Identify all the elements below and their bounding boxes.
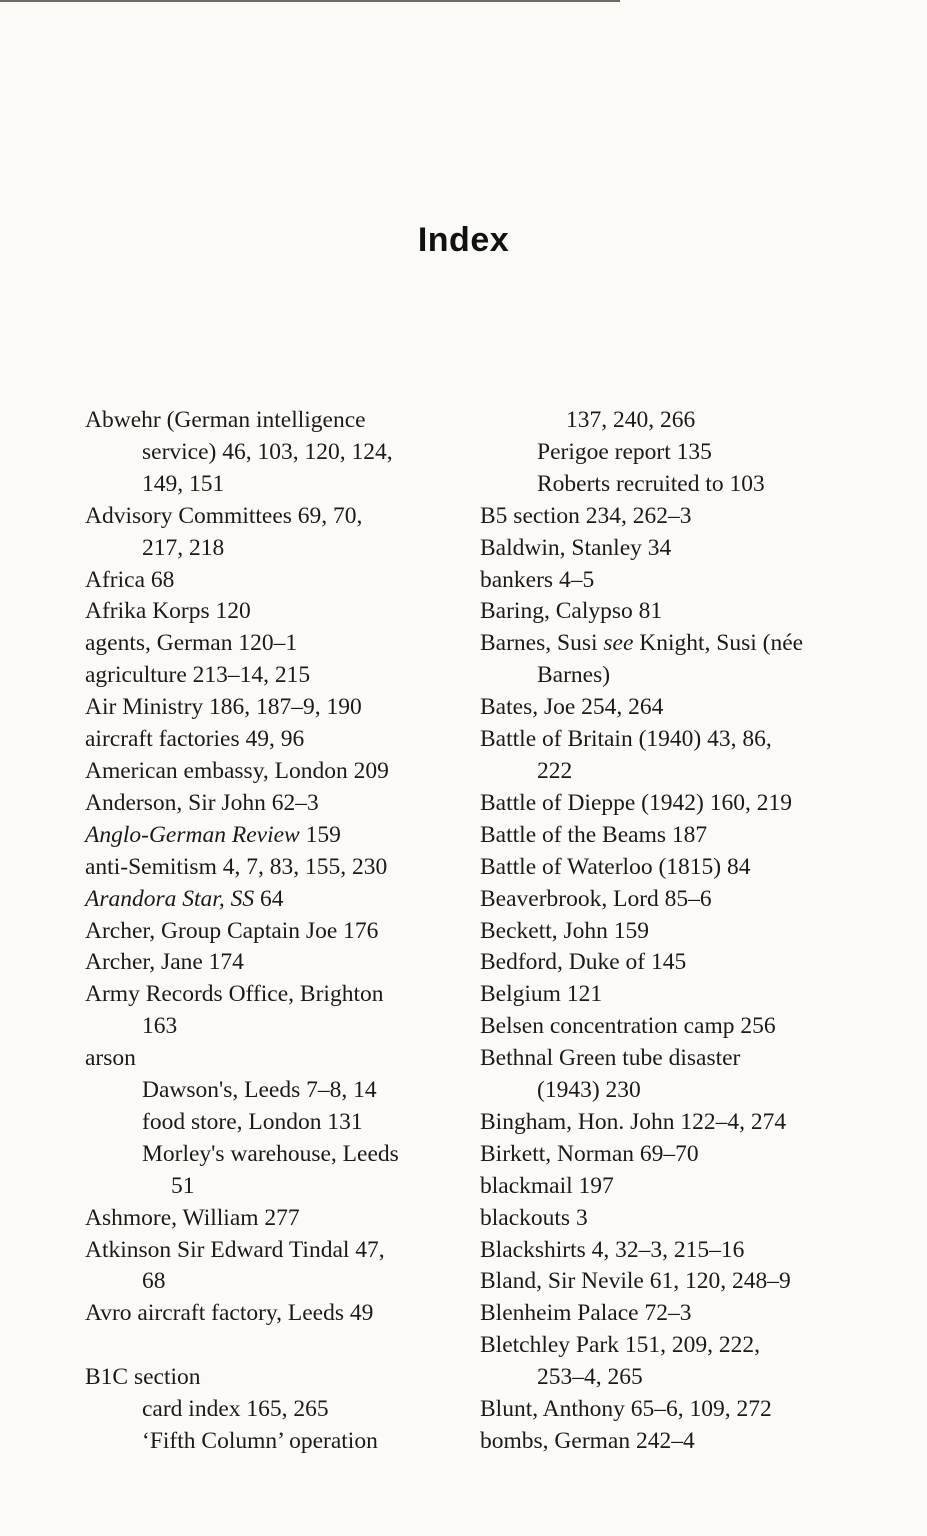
index-entry: B1C section bbox=[85, 1364, 201, 1391]
index-entry-continuation: 149, 151 bbox=[142, 470, 225, 497]
index-entry-heading: Barnes, Susi bbox=[480, 630, 598, 657]
index-entry: Abwehr (German intelligence bbox=[85, 407, 366, 433]
index-entry-continuation: 222 bbox=[537, 757, 573, 784]
index-entry-continuation: 137, 240, 266 bbox=[566, 407, 696, 433]
index-subentry: Roberts recruited to 103 bbox=[537, 470, 765, 497]
index-entry-continuation: (1943) 230 bbox=[537, 1077, 641, 1104]
index-entry: Bland, Sir Nevile 61, 120, 248–9 bbox=[480, 1268, 791, 1295]
index-entry: Beckett, John 159 bbox=[480, 917, 650, 944]
index-entry-continuation: 68 bbox=[142, 1268, 166, 1295]
index-entry bbox=[85, 820, 455, 852]
index-entry: Beaverbrook, Lord 85–6 bbox=[480, 885, 712, 912]
index-entry-continuation: 217, 218 bbox=[142, 534, 225, 561]
index-entry: Advisory Committees 69, 70, bbox=[85, 502, 363, 529]
index-entry: Army Records Office, Brighton bbox=[85, 981, 384, 1008]
index-entry: Battle of the Beams 187 bbox=[480, 821, 708, 848]
index-entry: Ashmore, William 277 bbox=[85, 1204, 300, 1231]
index-entry: arson bbox=[85, 1045, 136, 1072]
index-entry: Blunt, Anthony 65–6, 109, 272 bbox=[480, 1396, 772, 1423]
top-rule bbox=[0, 0, 620, 2]
index-subentry: Morley's warehouse, Leeds bbox=[142, 1140, 399, 1167]
index-entry: Battle of Dieppe (1942) 160, 219 bbox=[480, 789, 792, 816]
index-entry: Belgium 121 bbox=[480, 981, 603, 1008]
index-entry: Blackshirts 4, 32–3, 215–16 bbox=[480, 1236, 745, 1263]
index-entry: anti-Semitism 4, 7, 83, 155, 230 bbox=[85, 853, 388, 880]
cross-reference-target: Knight, Susi (née bbox=[639, 630, 804, 657]
index-column-left bbox=[85, 405, 455, 1458]
index-entry: Blenheim Palace 72–3 bbox=[480, 1300, 692, 1327]
index-entry: Anderson, Sir John 62–3 bbox=[85, 789, 319, 816]
index-entry: bombs, German 242–4 bbox=[480, 1428, 695, 1454]
index-entry: Archer, Jane 174 bbox=[85, 949, 244, 976]
index-entry: agents, German 120–1 bbox=[85, 630, 298, 657]
index-entry-title: Arandora Star, SS bbox=[85, 885, 255, 912]
index-entry: Africa 68 bbox=[85, 566, 175, 593]
index-entry: Bingham, Hon. John 122–4, 274 bbox=[480, 1108, 787, 1135]
index-subentry: ‘Fifth Column’ operation bbox=[142, 1427, 378, 1454]
index-entry bbox=[85, 884, 455, 916]
section-gap bbox=[85, 1330, 455, 1362]
index-entry: Battle of Waterloo (1815) 84 bbox=[480, 853, 751, 880]
index-entry: agriculture 213–14, 215 bbox=[85, 662, 311, 689]
index-entry: Baring, Calypso 81 bbox=[480, 598, 663, 625]
index-entry: Avro aircraft factory, Leeds 49 bbox=[85, 1300, 374, 1327]
cross-reference-see: see bbox=[603, 630, 634, 657]
index-entry: blackmail 197 bbox=[480, 1172, 614, 1199]
index-entry-continuation: 51 bbox=[171, 1172, 195, 1199]
index-entry: Baldwin, Stanley 34 bbox=[480, 534, 672, 561]
index-entry-pages: 159 bbox=[305, 821, 341, 848]
index-entry: blackouts 3 bbox=[480, 1204, 588, 1231]
index-entry: aircraft factories 49, 96 bbox=[85, 726, 305, 753]
index-entry-continuation: Barnes) bbox=[537, 662, 611, 689]
index-entry: Air Ministry 186, 187–9, 190 bbox=[85, 694, 362, 721]
index-entry-title: Anglo-German Review bbox=[85, 821, 300, 848]
index-entry-continuation: 163 bbox=[142, 1013, 178, 1040]
index-column-right bbox=[480, 405, 860, 1458]
index-subentry: card index 165, 265 bbox=[142, 1396, 329, 1423]
index-entry: Bedford, Duke of 145 bbox=[480, 949, 687, 976]
index-entry: Afrika Korps 120 bbox=[85, 598, 251, 625]
index-subentry: Dawson's, Leeds 7–8, 14 bbox=[142, 1077, 377, 1104]
index-entry-continuation: 253–4, 265 bbox=[537, 1364, 643, 1391]
index-entry-pages: 64 bbox=[259, 885, 284, 912]
index-entry: Bletchley Park 151, 209, 222, bbox=[480, 1332, 761, 1359]
index-entry: American embassy, London 209 bbox=[85, 757, 389, 784]
index-entry: Birkett, Norman 69–70 bbox=[480, 1140, 699, 1167]
index-entry: Bates, Joe 254, 264 bbox=[480, 694, 664, 721]
index-entry: bankers 4–5 bbox=[480, 566, 595, 593]
index-entry: Belsen concentration camp 256 bbox=[480, 1013, 776, 1040]
index-entry: Bethnal Green tube disaster bbox=[480, 1045, 741, 1072]
index-entry: Archer, Group Captain Joe 176 bbox=[85, 917, 379, 944]
index-subentry: Perigoe report 135 bbox=[537, 438, 712, 465]
index-entry: Atkinson Sir Edward Tindal 47, bbox=[85, 1236, 385, 1263]
index-entry bbox=[480, 628, 860, 660]
page-title: Index bbox=[417, 220, 510, 259]
index-entry: B5 section 234, 262–3 bbox=[480, 502, 692, 529]
index-entry: Battle of Britain (1940) 43, 86, bbox=[480, 726, 772, 753]
index-subentry: food store, London 131 bbox=[142, 1108, 363, 1135]
index-entry-continuation: service) 46, 103, 120, 124, bbox=[142, 438, 393, 465]
